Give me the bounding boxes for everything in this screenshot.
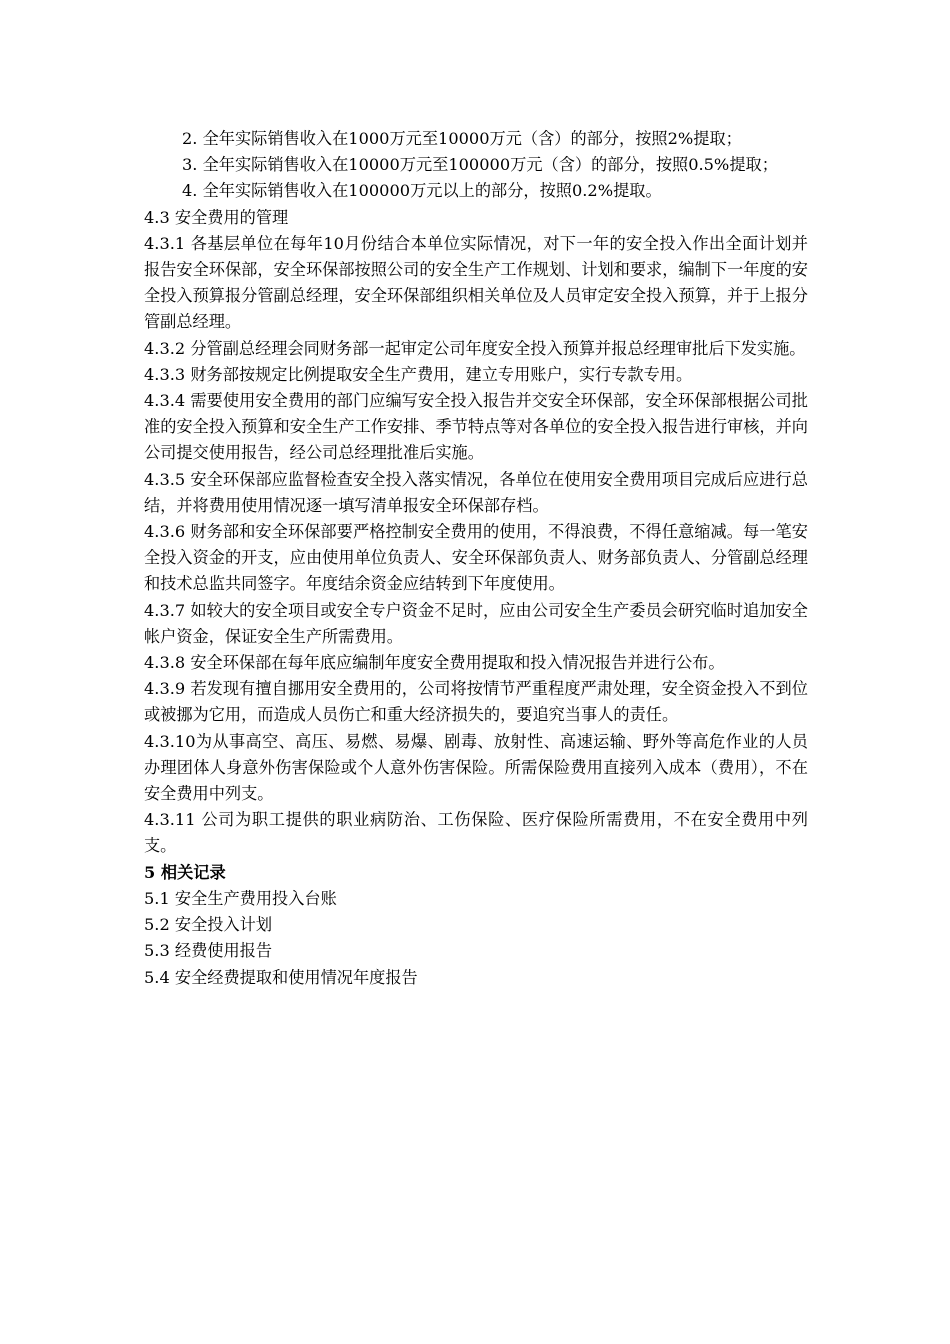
clause-4-3-9: 4.3.9 若发现有擅自挪用安全费用的，公司将按情节严重程度严肃处理，安全资金投入不到位或被挪为它用，而造成人员伤亡和重大经济损失的，要追究当事人的责任。 bbox=[144, 679, 808, 725]
list-item-3: 3. 全年实际销售收入在10000万元至100000万元（含）的部分，按照0.5%提取； bbox=[182, 155, 778, 175]
record-item-5-3: 5.3 经费使用报告 bbox=[144, 941, 273, 961]
clause-4-3-11: 4.3.11 公司为职工提供的职业病防治、工伤保险、医疗保险所需费用，不在安全费用中列支。 bbox=[144, 810, 808, 856]
clause-4-3-8: 4.3.8 安全环保部在每年底应编制年度安全费用提取和投入情况报告并进行公布。 bbox=[144, 653, 725, 673]
list-item-2: 2. 全年实际销售收入在1000万元至10000万元（含）的部分，按照2%提取； bbox=[182, 129, 742, 148]
clause-4-3-7: 4.3.7 如较大的安全项目或安全专户资金不足时，应由公司安全生产委员会研究临时追加安全帐户资金，保证安全生产所需费用。 bbox=[144, 600, 808, 646]
section-heading-4-3: 4.3 安全费用的管理 bbox=[144, 207, 289, 227]
clause-4-3-6: 4.3.6 财务部和安全环保部要严格控制安全费用的使用，不得浪费，不得任意缩减。每一笔安全投入资金的开支，应由使用单位负责人、安全环保部负责人、财务部负责人、分管副总经理和技术总监共同签字。年度结余资金应结转到下年度使用。 bbox=[144, 522, 808, 594]
record-item-5-4: 5.4 安全经费提取和使用情况年度报告 bbox=[144, 967, 418, 987]
clause-4-3-4: 4.3.4 需要使用安全费用的部门应编写安全投入报告并交安全环保部，安全环保部根据公司批准的安全投入预算和安全生产工作安排、季节特点等对各单位的安全投入报告进行审核，并向公司提交使用报告，经公司总经理批准后实施。 bbox=[144, 391, 808, 463]
clause-4-3-1: 4.3.1 各基层单位在每年10月份结合本单位实际情况，对下一年的安全投入作出全面计划并报告安全环保部，安全环保部按照公司的安全生产工作规划、计划和要求，编制下一年度的安全投入预算报分管副总经理，安全环保部组织相关单位及人员审定安全投入预算，并于上报分管副总经理。 bbox=[144, 233, 808, 332]
clause-4-3-2: 4.3.2 分管副总经理会同财务部一起审定公司年度安全投入预算并报总经理审批后下发实施。 bbox=[144, 338, 806, 358]
clause-4-3-3: 4.3.3 财务部按规定比例提取安全生产费用，建立专用账户，实行专款专用。 bbox=[144, 364, 693, 384]
section-heading-5: 5 相关记录 bbox=[144, 862, 226, 882]
document-body bbox=[144, 126, 808, 991]
list-item-4: 4. 全年实际销售收入在100000万元以上的部分，按照0.2%提取。 bbox=[182, 181, 662, 201]
clause-4-3-10: 4.3.10为从事高空、高压、易燃、易爆、剧毒、放射性、高速运输、野外等高危作业的人员办理团体人身意外伤害保险或个人意外伤害保险。所需保险费用直接列入成本（费用），不在安全费用中列支。 bbox=[144, 731, 808, 804]
record-item-5-2: 5.2 安全投入计划 bbox=[144, 915, 273, 935]
clause-4-3-5: 4.3.5 安全环保部应监督检查安全投入落实情况，各单位在使用安全费用项目完成后应进行总结，并将费用使用情况逐一填写清单报安全环保部存档。 bbox=[144, 469, 808, 515]
record-item-5-1: 5.1 安全生产费用投入台账 bbox=[144, 888, 337, 908]
